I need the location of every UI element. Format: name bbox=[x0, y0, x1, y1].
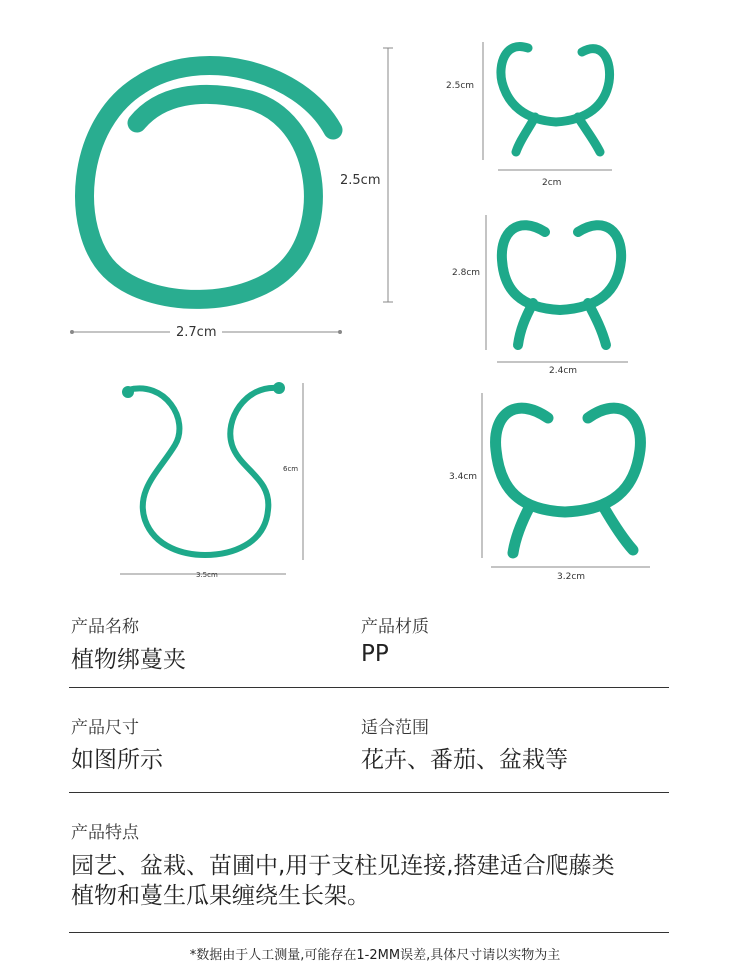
medium-clip-width-label: 2.4cm bbox=[549, 366, 578, 376]
twist-clip-width-label: 3.5cm bbox=[196, 571, 218, 579]
divider bbox=[69, 687, 669, 688]
product-name-label: 产品名称 bbox=[71, 617, 139, 637]
product-name-value: 植物绑蔓夹 bbox=[71, 647, 186, 673]
medium-heart-clip bbox=[502, 225, 621, 345]
ring-height-label: 2.5cm bbox=[340, 173, 381, 188]
product-feature-line-1: 园艺、盆栽、苗圃中,用于支柱见连接,搭建适合爬藤类 bbox=[71, 853, 615, 879]
product-size-label: 产品尺寸 bbox=[71, 718, 139, 738]
product-feature-line-2: 植物和蔓生瓜果缠绕生长架。 bbox=[71, 883, 370, 909]
product-material-value: PP bbox=[361, 641, 389, 667]
ring-width-label: 2.7cm bbox=[176, 325, 217, 340]
large-heart-clip bbox=[496, 408, 641, 553]
large-clip-height-label: 3.4cm bbox=[449, 472, 478, 482]
product-feature-label: 产品特点 bbox=[71, 823, 139, 843]
small-clip-width-label: 2cm bbox=[542, 178, 562, 188]
twist-clip-height-label: 6cm bbox=[283, 465, 299, 473]
twist-clip-dimension-lines bbox=[120, 383, 303, 574]
product-size-value: 如图所示 bbox=[71, 747, 163, 773]
small-clip-height-label: 2.5cm bbox=[446, 81, 475, 91]
usage-range-value: 花卉、番茄、盆栽等 bbox=[361, 747, 568, 773]
twist-clip bbox=[128, 388, 278, 555]
large-clip-width-label: 3.2cm bbox=[557, 572, 586, 582]
product-material-label: 产品材质 bbox=[361, 617, 429, 637]
twist-clip-end-knob-left bbox=[122, 386, 134, 398]
spiral-ring-clip bbox=[85, 66, 333, 300]
small-heart-clip bbox=[501, 46, 610, 152]
usage-range-label: 适合范围 bbox=[361, 718, 429, 738]
divider bbox=[69, 792, 669, 793]
measurement-footnote: *数据由于人工测量,可能存在1-2MM误差,具体尺寸请以实物为主 bbox=[189, 948, 561, 963]
medium-clip-height-label: 2.8cm bbox=[452, 268, 481, 278]
twist-clip-end-knob-right bbox=[273, 382, 285, 394]
divider bbox=[69, 932, 669, 933]
